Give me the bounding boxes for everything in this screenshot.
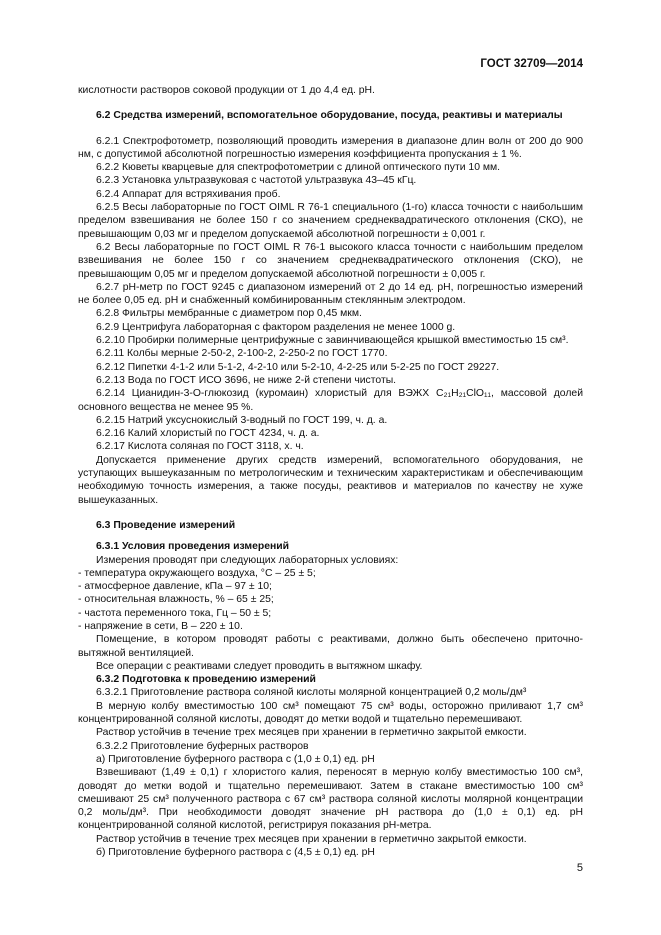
paragraph: а) Приготовление буферного раствора с (1,0 ± 0,1) ед. рН [96, 753, 375, 765]
paragraph: В мерную колбу вместимостью 100 см³ помещают 75 см³ воды, осторожно приливают 1,7 см³ концентрированной соляной кислоты, доводят до метки водой и тщательно перемешивают. [78, 700, 583, 726]
paragraph: 6.2.8 Фильтры мембранные с диаметром пор 0,45 мкм. [96, 308, 362, 320]
paragraph: 6.2.7 рН-метр по ГОСТ 9245 с диапазоном измерений от 2 до 14 ед. рН, погрешностью измерений не более 0,05 ед. рН и снабженный комбинированным стеклянным электродом. [78, 281, 583, 307]
paragraph: Раствор устойчив в течение трех месяцев при хранении в герметично закрытой емкости. [96, 833, 527, 845]
paragraph: - частота переменного тока, Гц – 50 ± 5; [78, 607, 272, 619]
paragraph: Измерения проводят при следующих лабораторных условиях: [96, 554, 399, 566]
spacer [78, 532, 583, 540]
document-header: ГОСТ 32709—2014 [480, 58, 583, 70]
paragraph: - температура окружающего воздуха, °С – 25 ± 5; [78, 567, 316, 579]
paragraph: 6.2.10 Пробирки полимерные центрифужные с завинчивающейся крышкой вместимостью 15 см³. [96, 335, 569, 347]
section-heading: 6.3.2 Подготовка к проведению измерений [96, 674, 316, 686]
paragraph: 6.2.9 Центрифуга лабораторная с фактором разделения не менее 1000 g. [96, 321, 456, 333]
paragraph: 6.2.2 Кюветы кварцевые для спектрофотометрии с длиной оптического пути 10 мм. [96, 162, 501, 174]
page-number: 5 [576, 862, 583, 874]
paragraph: - атмосферное давление, кПа – 97 ± 10; [78, 581, 272, 593]
paragraph: - напряжение в сети, В – 220 ± 10. [78, 620, 243, 632]
paragraph: 6.2.5 Весы лабораторные по ГОСТ OIML R 76-1 специального (1-го) класса точности с наибольшим пределом взвешивания не более 150 г со значением среднеквадратического отклонения (СКО), не превышающим 0,03 мг и пределом допускаемой абсолютной погрешности ± 0,001 г. [78, 202, 583, 240]
spacer [78, 97, 583, 109]
paragraph: - относительная влажность, % – 65 ± 25; [78, 594, 274, 606]
spacer [78, 507, 583, 519]
paragraph: 6.2 Весы лабораторные по ГОСТ OIML R 76-1 высокого класса точности с наибольшим пределом взвешивания не более 150 г со значением среднеквадратического отклонения (СКО), не превышающим 0,05 мг и пределом допускаемой абсолютной погрешности ± 0,005 г. [78, 241, 583, 280]
paragraph: 6.2.3 Установка ультразвуковая с частотой ультразвука 43–45 кГц. [96, 175, 417, 187]
document-body [78, 84, 583, 859]
paragraph: 6.2.11 Колбы мерные 2-50-2, 2-100-2, 2-250-2 по ГОСТ 1770. [96, 348, 388, 360]
paragraph: Допускается применение других средств измерений, вспомогательного оборудования, не уступающих вышеуказанным по метрологическим и техническим характеристикам и обеспечивающим необходимую точность измерения, а также посуды, реактивов и материалов по качеству не хуже вышеуказанных. [78, 454, 583, 506]
paragraph: Взвешивают (1,49 ± 0,1) г хлористого калия, переносят в мерную колбу вместимостью 100 см³, доводят до метки водой и тщательно перемешивают. Затем в стакане вместимостью 100 см³ смешивают 25 см³ полученного раствора с 67 см³ раствора соляной кислоты молярной концентрации 0,2 моль/дм³. При необходимости доводят значение рН раствора до (1,0 ± 0,1) ед. рН концентрированной соляной кислотой, регистрируя показания рН-метра. [78, 767, 583, 832]
section-heading: 6.3 Проведение измерений [96, 519, 236, 531]
paragraph: 6.2.16 Калий хлористый по ГОСТ 4234, ч. д. а. [96, 428, 320, 440]
paragraph: 6.2.14 Цианидин-3-О-глюкозид (куромаин) хлористый для ВЭЖХ C₂₁H₂₁ClO₁₁, массовой долей основного вещества не менее 95 %. [78, 388, 583, 413]
paragraph: 6.2.17 Кислота соляная по ГОСТ 3118, х. ч. [96, 441, 304, 453]
paragraph: 6.2.15 Натрий уксуснокислый 3-водный по ГОСТ 199, ч. д. а. [96, 414, 388, 426]
paragraph: Раствор устойчив в течение трех месяцев при хранении в герметично закрытой емкости. [96, 727, 527, 739]
paragraph: 6.3.2.1 Приготовление раствора соляной кислоты молярной концентрацией 0,2 моль/дм³ [96, 687, 527, 699]
paragraph: кислотности растворов соковой продукции от 1 до 4,4 ед. рН. [78, 85, 375, 96]
paragraph: б) Приготовление буферного раствора с (4,5 ± 0,1) ед. рН [96, 847, 375, 859]
paragraph: Все операции с реактивами следует проводить в вытяжном шкафу. [96, 660, 423, 672]
paragraph: 6.3.2.2 Приготовление буферных растворов [96, 740, 309, 752]
paragraph: 6.2.4 Аппарат для встряхивания проб. [96, 188, 281, 200]
spacer [78, 123, 583, 135]
paragraph: Помещение, в котором проводят работы с реактивами, должно быть обеспечено приточно-вытяжной вентиляцией. [78, 634, 583, 659]
section-heading: 6.3.1 Условия проведения измерений [96, 541, 290, 553]
paragraph: 6.2.1 Спектрофотометр, позволяющий проводить измерения в диапазоне длин волн от 200 до 900 нм, с допустимой абсолютной погрешностью измерения коэффициента пропускания ± 1 %. [78, 135, 583, 160]
paragraph: 6.2.13 Вода по ГОСТ ИСО 3696, не ниже 2-й степени чистоты. [96, 374, 397, 386]
section-heading: 6.2 Средства измерений, вспомогательное оборудование, посуда, реактивы и материалы [96, 110, 563, 122]
paragraph: 6.2.12 Пипетки 4-1-2 или 5-1-2, 4-2-10 или 5-2-10, 4-2-25 или 5-2-25 по ГОСТ 29227. [96, 361, 500, 373]
